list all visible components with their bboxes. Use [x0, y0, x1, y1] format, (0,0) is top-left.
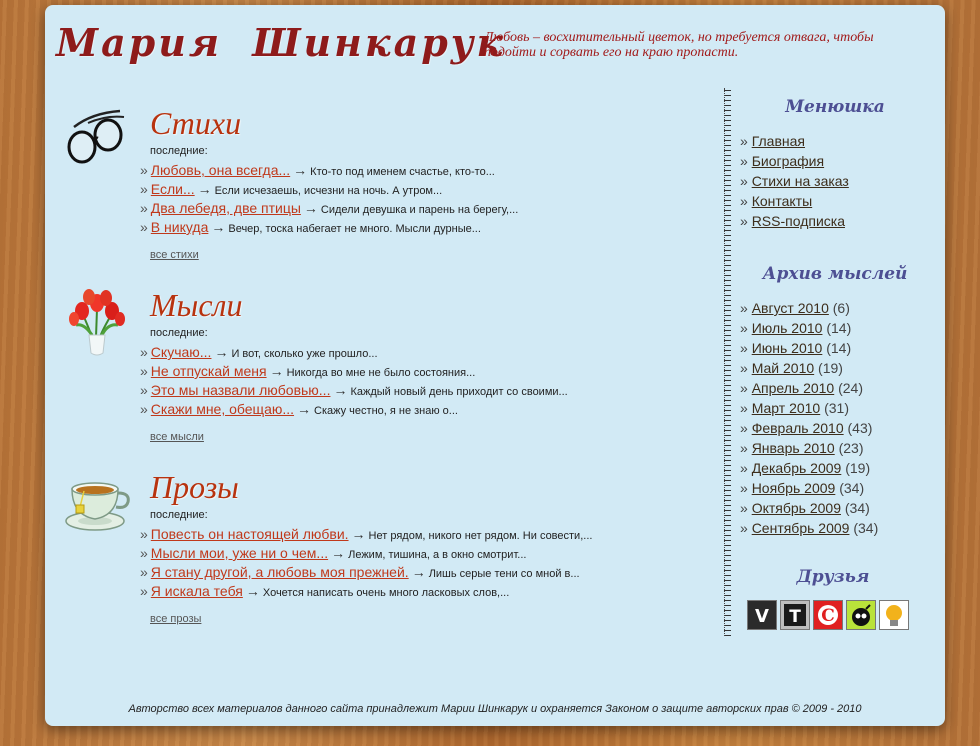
arrow-icon: → — [297, 401, 312, 417]
bullet-marker: » — [140, 583, 148, 599]
menu-item — [740, 191, 849, 211]
menu-title: Менюшка — [785, 97, 885, 117]
menu-link-rss[interactable]: RSS-подписка — [751, 213, 845, 229]
svg-text:T: T — [789, 607, 801, 627]
post-link[interactable]: Я искала тебя — [150, 583, 243, 599]
archive-count: (14) — [826, 340, 852, 356]
post-link[interactable]: Мысли мои, уже ни о чем... — [150, 545, 329, 561]
section-poems — [62, 105, 702, 270]
bullet-marker: » — [740, 400, 748, 416]
post-excerpt: Если исчезаешь, исчезни на ночь. А утром... — [214, 185, 443, 197]
bullet-marker: » — [140, 219, 148, 235]
menu-item — [740, 211, 849, 231]
archive-count: (34) — [844, 500, 870, 516]
bullet-marker: » — [740, 133, 748, 149]
list-item — [140, 161, 518, 180]
bullet-marker: » — [140, 181, 148, 197]
post-excerpt: И вот, сколько уже прошло... — [231, 348, 378, 360]
arrow-icon: → — [245, 583, 260, 599]
bullet-marker: » — [740, 193, 748, 209]
friend-bomb-icon[interactable] — [846, 600, 876, 630]
recent-label: последние: — [150, 145, 208, 157]
archive-month-link[interactable]: Январь 2010 — [751, 440, 835, 456]
list-item — [140, 199, 518, 218]
section-prose — [62, 469, 702, 634]
section-thoughts — [62, 287, 702, 452]
arrow-icon: → — [269, 363, 284, 379]
recent-label: последние: — [150, 327, 208, 339]
menu-link-custom-poems[interactable]: Стихи на заказ — [751, 173, 849, 189]
archive-count: (19) — [845, 460, 871, 476]
svg-text:V: V — [755, 606, 769, 627]
section-title[interactable]: Прозы — [150, 469, 239, 505]
bullet-marker: » — [740, 440, 748, 456]
bullet-marker: » — [140, 344, 148, 360]
list-item — [140, 544, 592, 563]
list-item — [140, 563, 592, 582]
menu-link-contacts[interactable]: Контакты — [751, 193, 813, 209]
section-title[interactable]: Стихи — [150, 105, 242, 141]
site-tagline: Любовь – восхитительный цветок, но требуется отвага, чтобы подойти и сорвать его на краю пропасти. — [484, 30, 874, 60]
all-poems-link[interactable]: все стихи — [150, 249, 199, 261]
archive-month-link[interactable]: Март 2010 — [751, 400, 821, 416]
bullet-marker: » — [740, 520, 748, 536]
arrow-icon: → — [333, 382, 348, 398]
bullet-marker: » — [140, 363, 148, 379]
bullet-marker: » — [740, 340, 748, 356]
archive-count: (24) — [838, 380, 864, 396]
post-excerpt: Лежим, тишина, а в окно смотрит... — [348, 549, 527, 561]
arrow-icon: → — [214, 344, 229, 360]
arrow-icon: → — [351, 526, 366, 542]
bullet-marker: » — [140, 526, 148, 542]
copyright-footer: Авторство всех материалов данного сайта принадлежит Марии Шинкарук и охраняется Законом о защите авторских прав © 2009 - 2010 — [128, 703, 862, 715]
bullet-marker: » — [740, 153, 748, 169]
archive-count: (23) — [838, 440, 864, 456]
post-excerpt: Скажу честно, я не знаю о... — [314, 405, 458, 417]
friends-title: Друзья — [796, 567, 870, 587]
archive-count: (19) — [818, 360, 843, 376]
archive-month-link[interactable]: Июль 2010 — [751, 320, 823, 336]
arrow-icon: → — [293, 162, 308, 178]
arrow-icon: → — [197, 181, 212, 197]
bullet-marker: » — [740, 500, 748, 516]
archive-list — [740, 298, 878, 538]
all-thoughts-link[interactable]: все мысли — [150, 431, 204, 443]
recent-list — [140, 161, 518, 237]
archive-title: Архив мыслей — [762, 264, 908, 284]
bullet-marker: » — [140, 200, 148, 216]
arrow-icon: → — [303, 200, 318, 216]
archive-item — [740, 498, 878, 518]
archive-month-link[interactable]: Февраль 2010 — [751, 420, 844, 436]
bullet-marker: » — [740, 320, 748, 336]
archive-item — [740, 438, 878, 458]
menu-link-biography[interactable]: Биография — [751, 153, 825, 169]
post-excerpt: Каждый новый день приходит со своими... — [350, 386, 568, 398]
archive-count: (6) — [832, 300, 850, 316]
post-link[interactable]: В никуда — [150, 219, 209, 235]
recent-label: последние: — [150, 509, 208, 521]
friends-list — [747, 600, 909, 630]
archive-month-link[interactable]: Сентябрь 2009 — [751, 520, 850, 536]
archive-month-link[interactable]: Апрель 2010 — [751, 380, 835, 396]
post-link[interactable]: Я стану другой, а любовь моя прежней. — [150, 564, 409, 580]
archive-month-link[interactable]: Июнь 2010 — [751, 340, 823, 356]
post-excerpt: Никогда во мне не было состояния... — [286, 367, 476, 379]
archive-item — [740, 458, 878, 478]
tea-cup-icon — [62, 469, 132, 539]
menu-item — [740, 131, 849, 151]
sidebar-divider — [724, 88, 731, 636]
post-excerpt: Нет рядом, никого нет рядом. Ни совести,... — [368, 530, 593, 542]
friend-v-icon[interactable] — [747, 600, 777, 630]
bullet-marker: » — [140, 382, 148, 398]
post-link[interactable]: Скажи мне, обещаю... — [150, 401, 295, 417]
archive-item — [740, 338, 878, 358]
bullet-marker: » — [740, 213, 748, 229]
list-item — [140, 582, 592, 601]
arrow-icon: → — [211, 219, 226, 235]
post-excerpt: Лишь серые тени со мной в... — [428, 568, 580, 580]
section-title[interactable]: Мысли — [150, 287, 243, 323]
menu-item — [740, 171, 849, 191]
list-item — [140, 180, 518, 199]
archive-month-link[interactable]: Ноябрь 2009 — [751, 480, 836, 496]
friend-bulb-icon[interactable] — [879, 600, 909, 630]
site-logo[interactable]: Мария Шинкарук — [56, 20, 506, 65]
archive-item — [740, 398, 878, 418]
archive-item — [740, 378, 878, 398]
recent-list — [140, 525, 592, 601]
bullet-marker: » — [740, 173, 748, 189]
bullet-marker: » — [740, 360, 748, 376]
archive-item — [740, 318, 878, 338]
archive-month-link[interactable]: Август 2010 — [751, 300, 829, 316]
bullet-marker: » — [140, 545, 148, 561]
arrow-icon: → — [331, 545, 346, 561]
menu-item — [740, 151, 849, 171]
post-link[interactable]: Два лебедя, две птицы — [150, 200, 301, 216]
post-excerpt: Сидели девушка и парень на берегу,... — [320, 204, 519, 216]
bullet-marker: » — [740, 420, 748, 436]
menu-link-home[interactable]: Главная — [751, 133, 805, 149]
archive-item — [740, 478, 878, 498]
recent-list — [140, 343, 568, 419]
list-item — [140, 218, 518, 237]
bullet-marker: » — [140, 162, 148, 178]
post-excerpt: Хочется написать очень много ласковых слов,... — [262, 587, 510, 599]
post-link[interactable]: Скучаю... — [150, 344, 212, 360]
list-item — [140, 343, 568, 362]
archive-count: (31) — [824, 400, 850, 416]
menu-list — [740, 131, 849, 231]
archive-item — [740, 518, 878, 538]
bullet-marker: » — [740, 460, 748, 476]
archive-count: (34) — [839, 480, 865, 496]
post-excerpt: Вечер, тоска набегает не много. Мысли дурные... — [228, 223, 481, 235]
svg-text:C: C — [821, 606, 835, 626]
bullet-marker: » — [740, 300, 748, 316]
arrow-icon: → — [411, 564, 426, 580]
bullet-marker: » — [140, 564, 148, 580]
archive-count: (34) — [853, 520, 879, 536]
bullet-marker: » — [740, 480, 748, 496]
list-item — [140, 525, 592, 544]
list-item — [140, 381, 568, 400]
post-excerpt: Кто-то под именем счастье, кто-то... — [310, 166, 495, 178]
archive-month-link[interactable]: Май 2010 — [751, 360, 815, 376]
post-link[interactable]: Это мы назвали любовью... — [150, 382, 331, 398]
bullet-marker: » — [140, 401, 148, 417]
post-link[interactable]: Любовь, она всегда... — [150, 162, 291, 178]
archive-count: (14) — [826, 320, 852, 336]
archive-month-link[interactable]: Октябрь 2009 — [751, 500, 841, 516]
list-item — [140, 400, 568, 419]
post-link[interactable]: Если... — [150, 181, 195, 197]
friend-c-icon[interactable] — [813, 600, 843, 630]
archive-item — [740, 418, 878, 438]
glasses-icon — [62, 105, 132, 175]
archive-item — [740, 298, 878, 318]
flower-vase-icon — [62, 287, 132, 357]
post-link[interactable]: Повесть он настоящей любви. — [150, 526, 349, 542]
list-item — [140, 362, 568, 381]
bullet-marker: » — [740, 380, 748, 396]
all-prose-link[interactable]: все прозы — [150, 613, 202, 625]
post-link[interactable]: Не отпускай меня — [150, 363, 267, 379]
friend-t-icon[interactable] — [780, 600, 810, 630]
archive-count: (43) — [847, 420, 873, 436]
archive-month-link[interactable]: Декабрь 2009 — [751, 460, 842, 476]
archive-item — [740, 358, 878, 378]
